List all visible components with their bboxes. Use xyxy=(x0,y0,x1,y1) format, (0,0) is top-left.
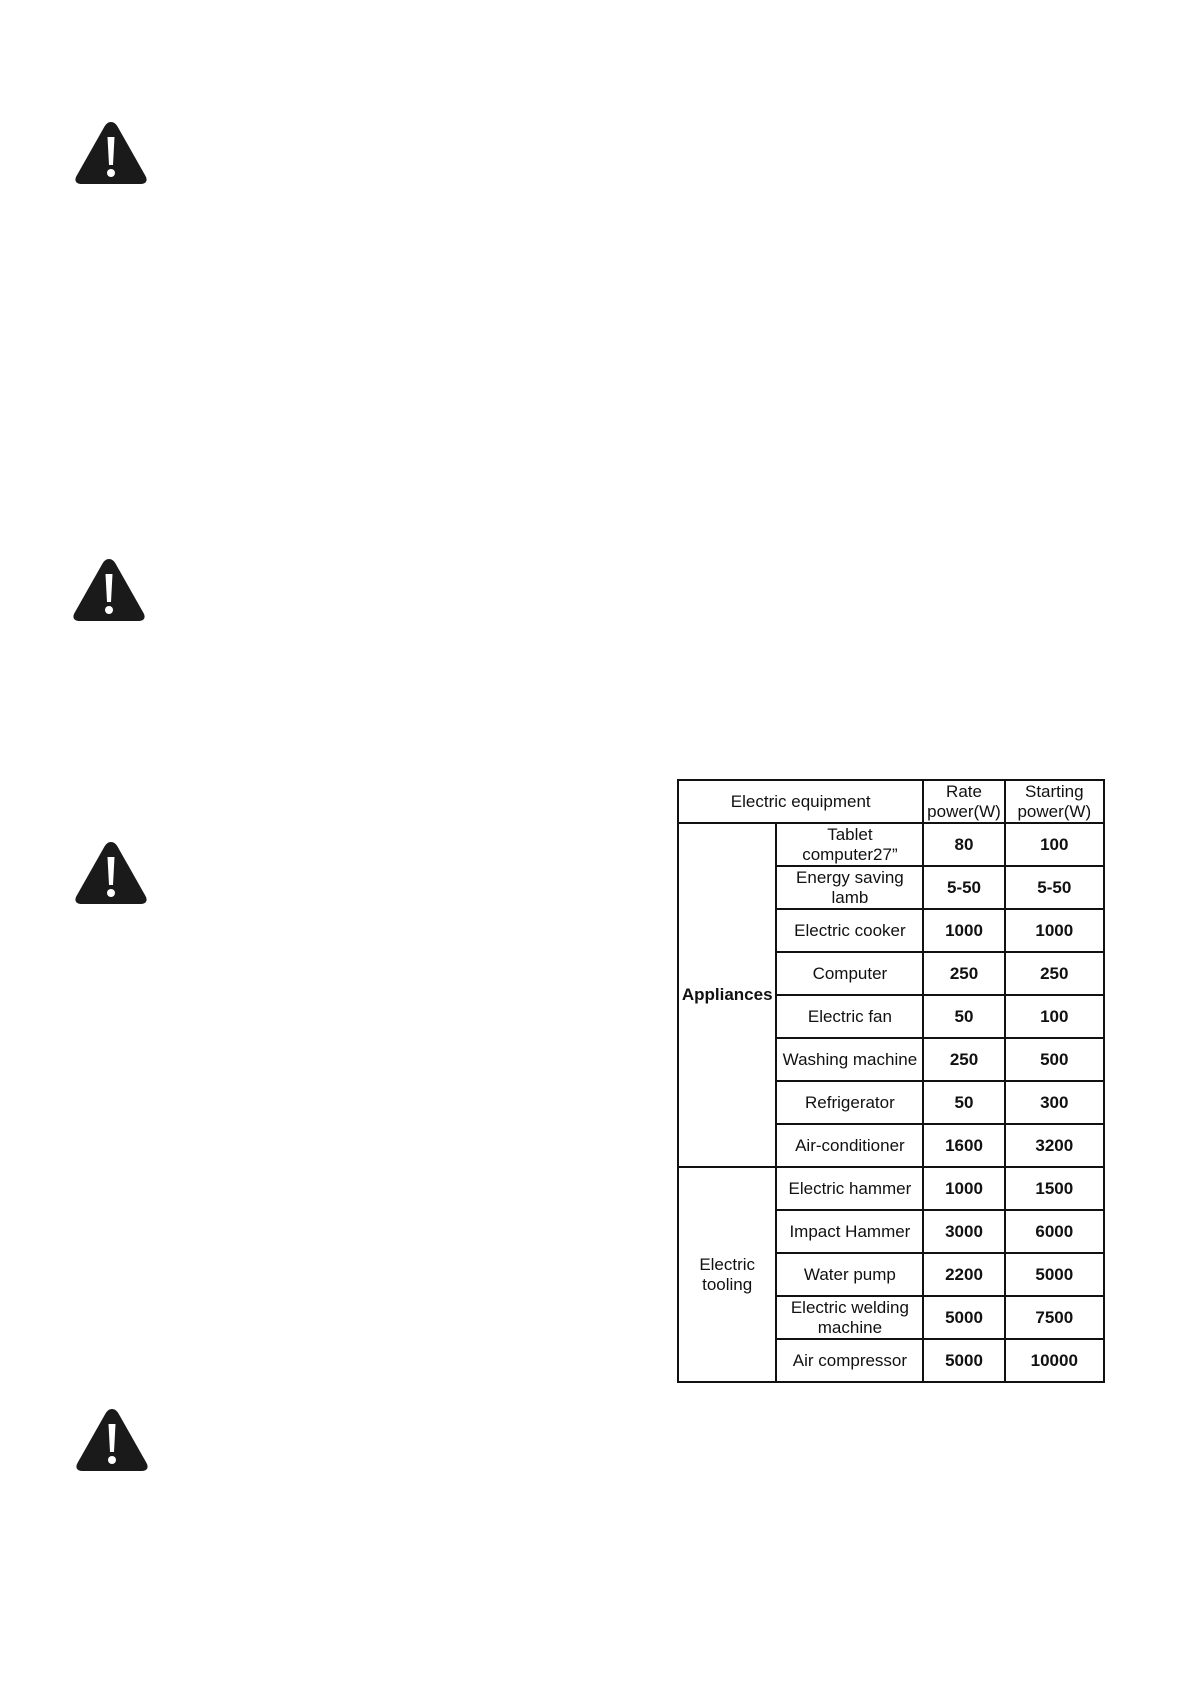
item-name: Refrigerator xyxy=(776,1081,923,1124)
starting-value: 100 xyxy=(1005,995,1104,1038)
power-table xyxy=(677,779,1105,1383)
item-name: Water pump xyxy=(776,1253,923,1296)
item-name: Electric fan xyxy=(776,995,923,1038)
rate-value: 2200 xyxy=(923,1253,1004,1296)
starting-value: 1000 xyxy=(1005,909,1104,952)
item-name: Air compressor xyxy=(776,1339,923,1382)
rate-value: 5000 xyxy=(923,1296,1004,1339)
starting-value: 1500 xyxy=(1005,1167,1104,1210)
header-equipment: Electric equipment xyxy=(678,780,923,823)
starting-value: 100 xyxy=(1005,823,1104,866)
header-starting-power: Starting power(W) xyxy=(1005,780,1104,823)
rate-value: 250 xyxy=(923,1038,1004,1081)
item-name: Electric welding machine xyxy=(776,1296,923,1339)
warning-triangle-icon xyxy=(73,839,149,907)
starting-value: 10000 xyxy=(1005,1339,1104,1382)
rate-value: 5-50 xyxy=(923,866,1004,909)
warning-triangle-icon xyxy=(73,119,149,187)
warning-triangle-icon xyxy=(71,556,147,624)
table-row xyxy=(678,1167,1104,1210)
header-rate-power: Rate power(W) xyxy=(923,780,1004,823)
table-header-row xyxy=(678,780,1104,823)
item-name: Electric hammer xyxy=(776,1167,923,1210)
starting-value: 5-50 xyxy=(1005,866,1104,909)
warning-triangle-icon xyxy=(74,1406,150,1474)
item-name: Air-conditioner xyxy=(776,1124,923,1167)
item-name: Electric cooker xyxy=(776,909,923,952)
group-appliances: Appliances xyxy=(678,823,776,1167)
rate-value: 1600 xyxy=(923,1124,1004,1167)
group-electric-tooling: Electric tooling xyxy=(678,1167,776,1382)
starting-value: 250 xyxy=(1005,952,1104,995)
starting-value: 500 xyxy=(1005,1038,1104,1081)
rate-value: 1000 xyxy=(923,1167,1004,1210)
item-name: Computer xyxy=(776,952,923,995)
item-name: Washing machine xyxy=(776,1038,923,1081)
rate-value: 80 xyxy=(923,823,1004,866)
starting-value: 3200 xyxy=(1005,1124,1104,1167)
starting-value: 7500 xyxy=(1005,1296,1104,1339)
item-name: Impact Hammer xyxy=(776,1210,923,1253)
table-row xyxy=(678,823,1104,866)
starting-value: 5000 xyxy=(1005,1253,1104,1296)
rate-value: 5000 xyxy=(923,1339,1004,1382)
rate-value: 1000 xyxy=(923,909,1004,952)
starting-value: 6000 xyxy=(1005,1210,1104,1253)
rate-value: 50 xyxy=(923,995,1004,1038)
rate-value: 3000 xyxy=(923,1210,1004,1253)
rate-value: 250 xyxy=(923,952,1004,995)
item-name: Tablet computer27” xyxy=(776,823,923,866)
rate-value: 50 xyxy=(923,1081,1004,1124)
item-name: Energy saving lamb xyxy=(776,866,923,909)
starting-value: 300 xyxy=(1005,1081,1104,1124)
